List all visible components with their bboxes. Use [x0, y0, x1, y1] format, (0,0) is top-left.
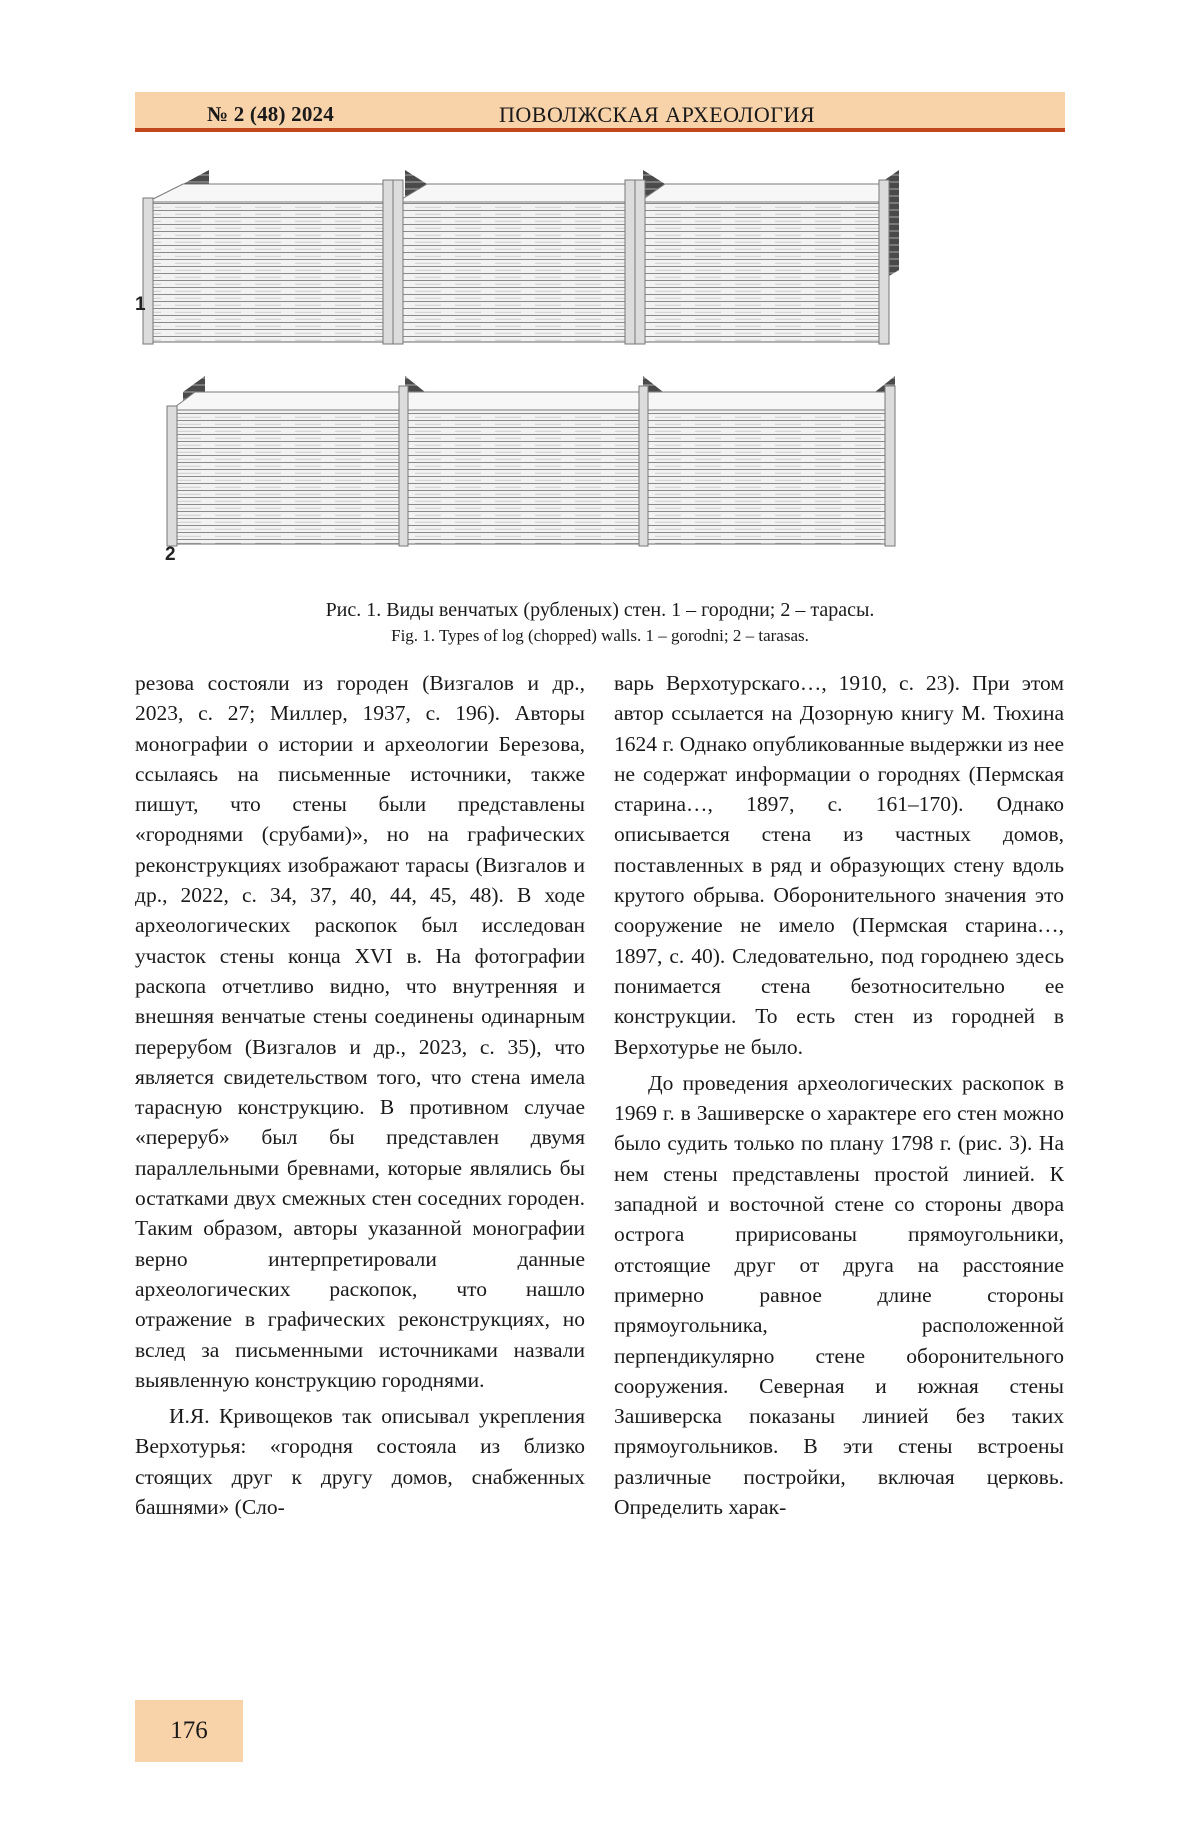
gorodni-row [143, 170, 899, 344]
running-header [135, 92, 1065, 132]
tarasas-row [167, 376, 895, 546]
journal-title: ПОВОЛЖСКАЯ АРХЕОЛОГИЯ [499, 102, 816, 127]
paragraph: варь Верхотурскаго…, 1910, с. 23). При этом автор ссылается на Дозорную книгу М. Тюхина 1624 г. Однако опубликованные выдержки из нее не содержат информации о городнях (Пермская старина…, 1897, с. 161–170). Однако описывается стена из частных домов, поставленных в ряд и образующих стену вдоль крутого обрыва. Оборонительного значения это сооружение не имело (Пермская старина…, 1897, с. 40). Следовательно, под городнею здесь понимается стена безотносительно ее конструкции. То есть стен из городней в Верхотурье не было. [614, 671, 1064, 1059]
caption-russian: Рис. 1. Виды венчатых (рубленых) стен. 1 – городни; 2 – тарасы. [325, 599, 875, 621]
figure-label-2: 2 [165, 544, 176, 565]
text-column-left [135, 668, 585, 1522]
caption-english: Fig. 1. Types of log (chopped) walls. 1 – gorodni; 2 – tarasas. [391, 626, 809, 645]
issue-number: № 2 (48) 2024 [207, 102, 334, 126]
paragraph: До проведения археологических раскопок в 1969 г. в Зашиверске о характере его стен можно было судить только по плану 1798 г. (рис. 3). На нем стены представлены простой линией. К западной и восточной стене со стороны двора острога пририсованы прямоугольники, отстоящие друг от друга на расстояние примерно равное длине стороны прямоугольника, расположенной перпендикулярно стене оборонительного сооружения. Северная и южная стены Зашиверска показаны линией без таких прямоугольников. В эти стены встроены различные постройки, включая церковь. Определить харак- [614, 1070, 1064, 1520]
figure-caption [135, 596, 1065, 648]
paragraph: резова состояли из городен (Визгалов и др., 2023, с. 27; Миллер, 1937, с. 196). Авторы монографии о истории и археологии Березова, ссылаясь на письменные источники, также пишут, что стены были представлены «городнями (срубами)», но на графических реконструкциях изображают тарасы (Визгалов и др., 2022, с. 34, 37, 40, 44, 45, 48). В ходе археологических раскопок был исследован участок стены конца XVI в. На фотографии раскопа отчетливо видно, что внутренняя и внешняя венчатые стены соединены одинарным перерубом (Визгалов и др., 2023, с. 35), что является свидетельством того, что стена имела тарасную конструкцию. В противном случае «переруб» был бы представлен двумя параллельными бревнами, которые являлись бы остатками двух смежных стен соседних городен. Таким образом, авторы указанной монографии верно интерпретировали данные археологических раскопок, что нашло отражение в графических реконструкциях, но вслед за письменными источниками назвали выявленную конструкцию городнями. [135, 671, 585, 1392]
figure-label-1: 1 [135, 294, 146, 315]
page-number: 176 [135, 1700, 243, 1762]
paragraph: И.Я. Кривощеков так описывал укрепления Верхотурья: «городня состояла из близко стоящих друг к другу домов, снабженных башнями» (Сло- [135, 1404, 585, 1520]
text-column-right [614, 668, 1064, 1522]
figure-log-walls [135, 162, 1065, 572]
log-walls-illustration [135, 162, 1065, 572]
